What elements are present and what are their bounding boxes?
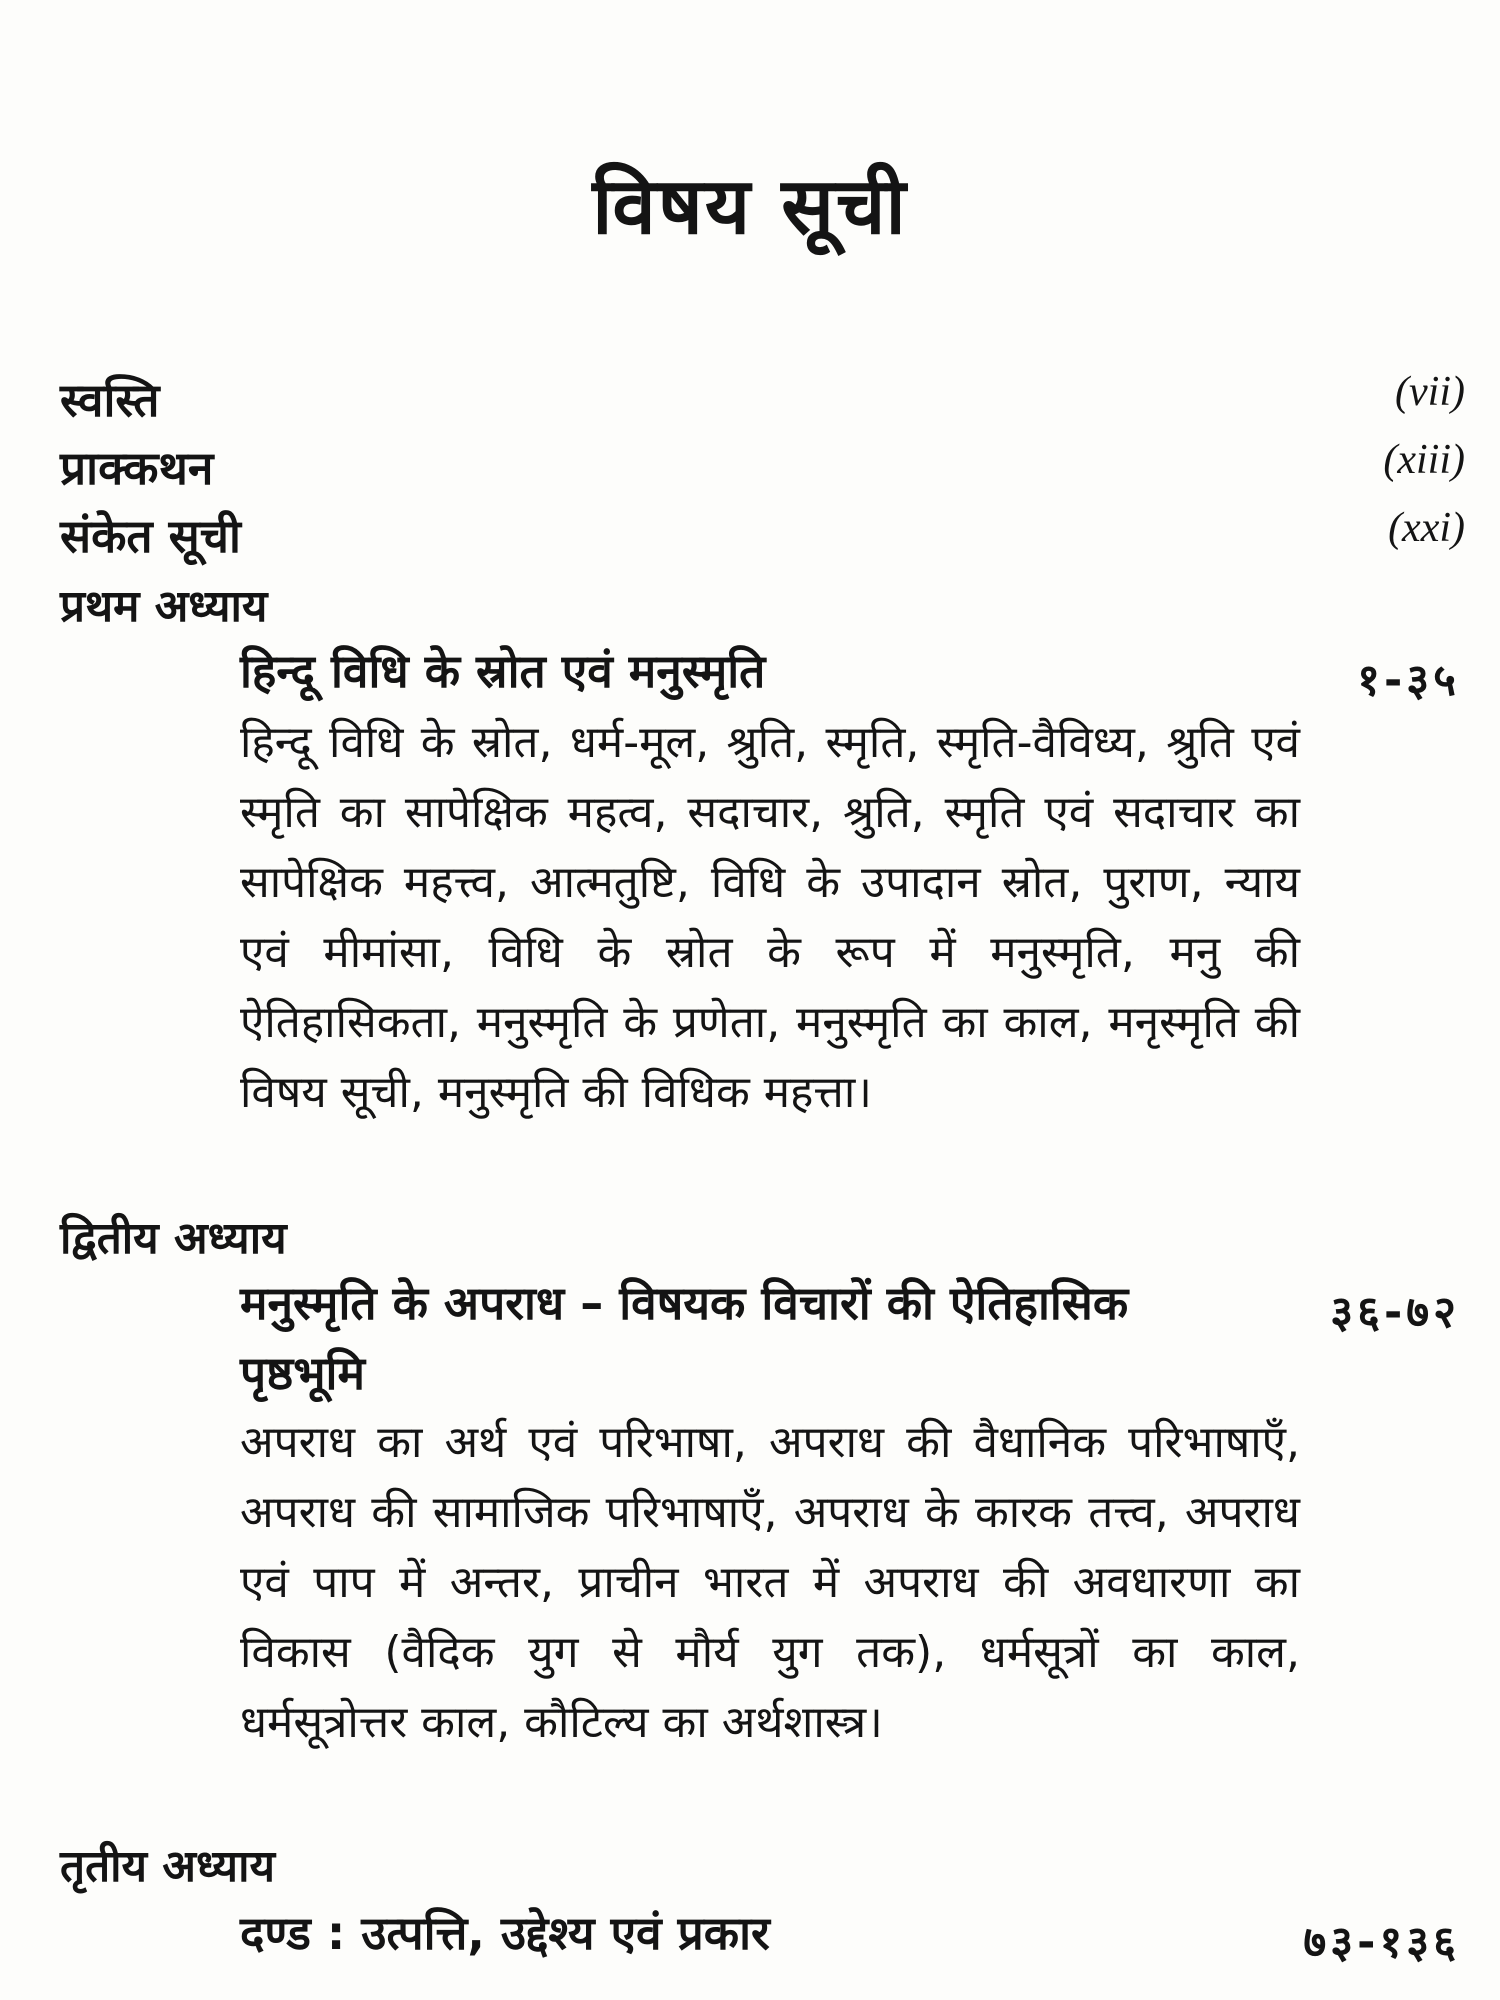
section-description: अपराध का अर्थ एवं परिभाषा, अपराध की वैधानिक परिभाषाएँ, अपराध की सामाजिक परिभाषाएँ, अपराध के कारक तत्त्व, अपराध एवं पाप में अन्तर, प्राचीन भारत में अपराध की अवधारणा का विकास (वैदिक युग से मौर्य युग तक), धर्मसूत्रों का काल, धर्मसूत्रोत्तर काल, कौटिल्य का अर्थशास्त्र। xyxy=(240,1417,1300,1748)
section-title: हिन्दू विधि के स्रोत एवं मनुस्मृति xyxy=(240,644,766,698)
toc-entry-prakkathan xyxy=(60,436,1465,506)
section-title: दण्ड : उत्पत्ति, उद्देश्य एवं प्रकार xyxy=(240,1906,770,1960)
chapter-label: तृतीय अध्याय xyxy=(60,1841,275,1892)
toc-entry-label: प्राक्कथन xyxy=(60,441,214,495)
chapter-label: द्वितीय अध्याय xyxy=(60,1213,287,1264)
section-description: हिन्दू विधि के स्रोत, धर्म-मूल, श्रुति, स्मृति, स्मृति-वैविध्य, श्रुति एवं स्मृति का सापेक्षिक महत्व, सदाचार, श्रुति, स्मृति एवं सदाचार का सापेक्षिक महत्त्व, आत्मतुष्टि, विधि के उपादान स्रोत, पुराण, न्याय एवं मीमांसा, विधि के स्रोत के रूप में मनुस्मृति, मनु की ऐतिहासिकता, मनुस्मृति के प्रणेता, मनुस्मृति का काल, मनृस्मृति की विषय सूची, मनुस्मृति की विधिक महत्ता। xyxy=(240,717,1300,1118)
page-title: विषय सूची xyxy=(592,162,908,252)
toc-entry-label: स्वस्ति xyxy=(60,373,160,427)
toc-entry-sanket-suchi xyxy=(60,504,1465,574)
section-page-range: १-३५ xyxy=(1357,655,1460,706)
toc-entry-page: (xiii) xyxy=(1383,437,1465,483)
toc-entry-swasti xyxy=(60,368,1465,438)
toc-entry-page: (xxi) xyxy=(1388,505,1465,551)
section-page-range: ७३-१३६ xyxy=(1303,1917,1460,1968)
section-page-range: ३६-७२ xyxy=(1330,1287,1460,1338)
toc-entry-page: (vii) xyxy=(1395,369,1465,415)
chapter-label: प्रथम अध्याय xyxy=(60,581,268,632)
section-title: मनुस्मृति के अपराध – विषयक विचारों की ऐतिहासिक पृष्ठभूमि xyxy=(240,1276,1129,1400)
toc-entry-label: संकेत सूची xyxy=(60,509,241,563)
